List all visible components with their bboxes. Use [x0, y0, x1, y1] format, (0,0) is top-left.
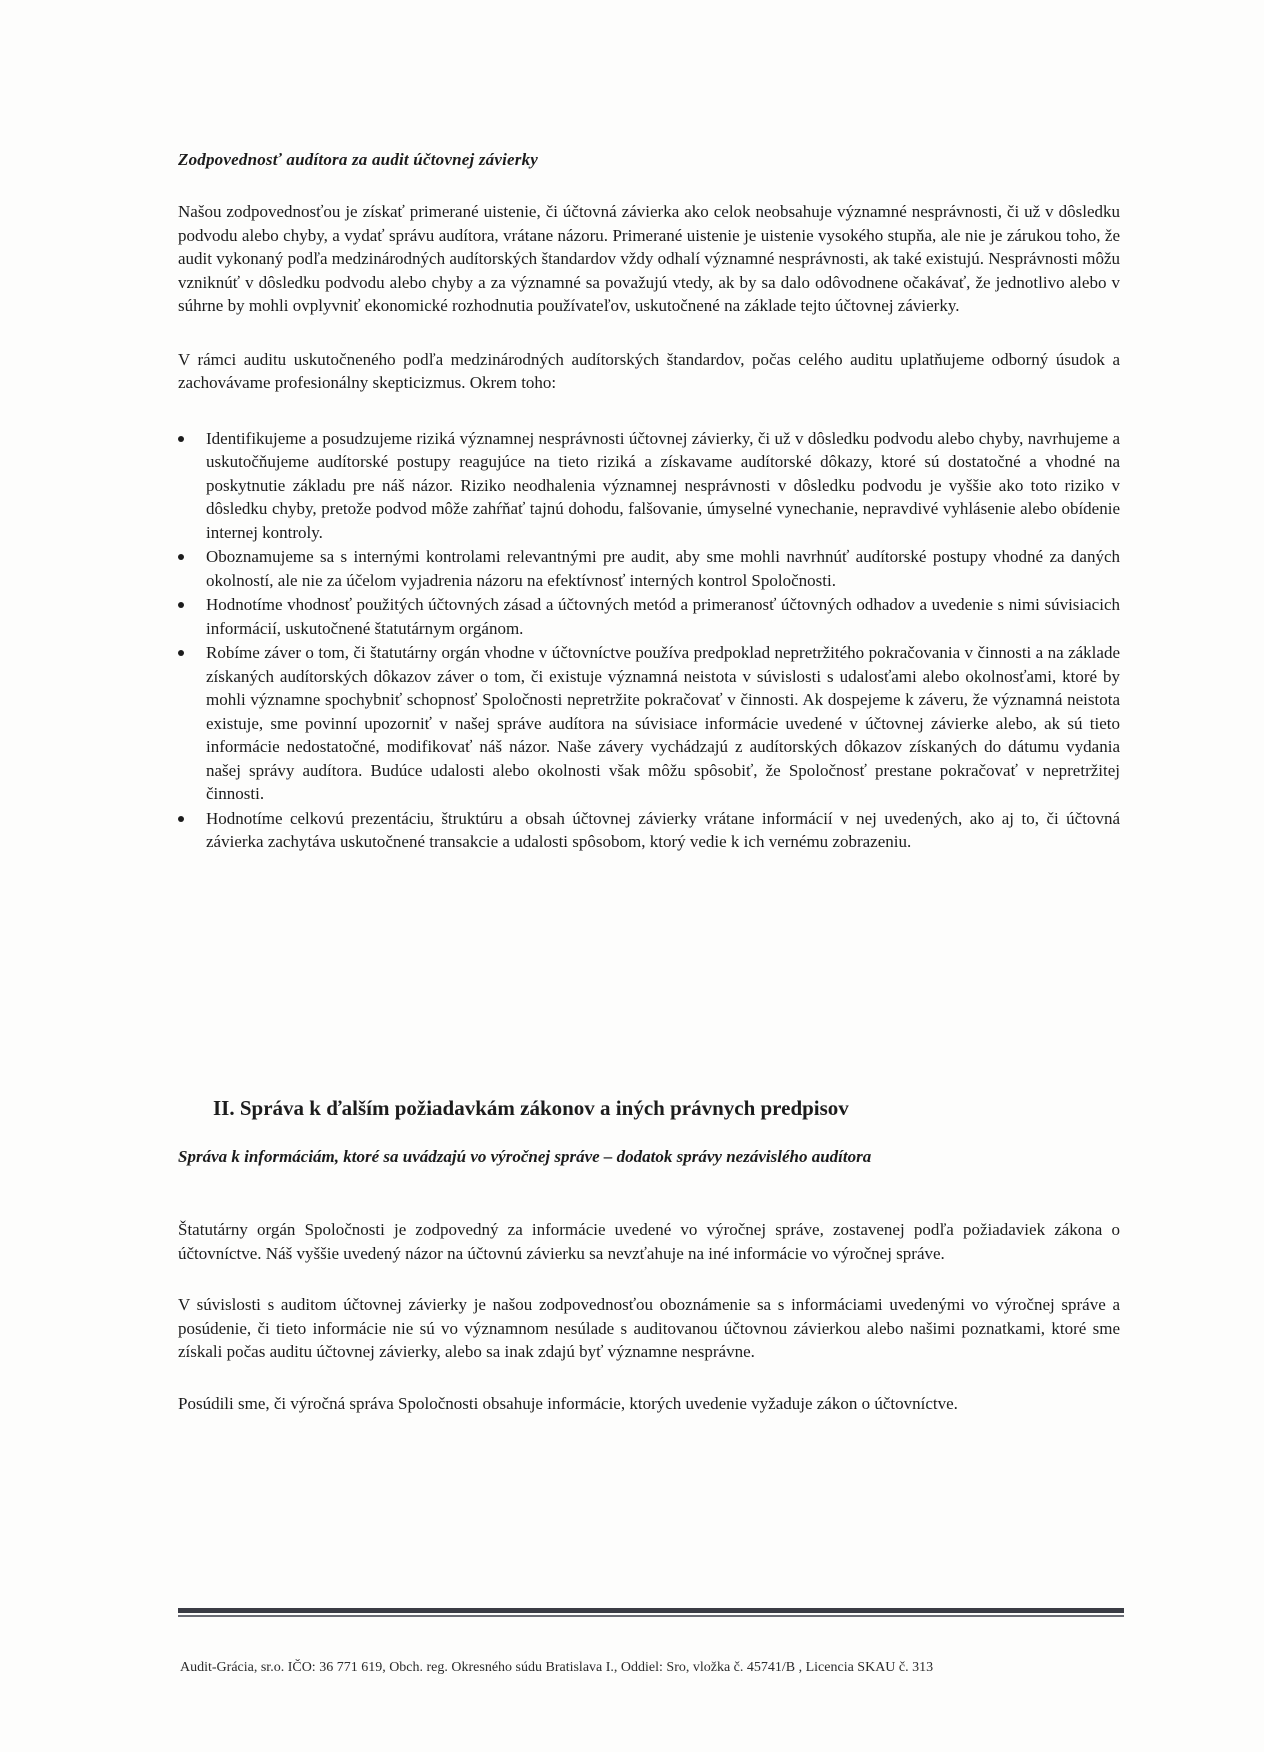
responsibility-paragraph-1: Našou zodpovednosťou je získať primerané uistenie, či účtovná závierka ako celok neobsahuje významné nesprávnosti, či už v dôsledku podvodu alebo chyby, a vydať správu audítora, vrátane názoru. Primerané uistenie je uistenie vysokého stupňa, ale nie je zárukou toho, že audit vykonaný podľa medzinárodných audítorských štandardov vždy odhalí významné nesprávnosti, ak také existujú. Nesprávnosti môžu vzniknúť v dôsledku podvodu alebo chyby a za významné sa považujú vtedy, ak by sa dalo odôvodnene očakávať, že jednotlivo alebo v súhrne by mohli ovplyvniť ekonomické rozhodnutia používateľov, uskutočnené na základe tejto účtovnej závierky.	[178, 202, 1120, 315]
bullet-icon	[178, 650, 184, 656]
bullet-text: Robíme záver o tom, či štatutárny orgán vhodne v účtovníctve používa predpoklad nepretržitého pokračovania v činnosti a na základe získaných audítorských dôkazov záver o tom, či existuje významná neistota v súvislosti s udalosťami alebo okolnosťami, ktoré by mohli významne spochybniť schopnosť Spoločnosti nepretržite pokračovať v činnosti. Ak dospejeme k záveru, že významná neistota existuje, sme povinní upozorniť v našej správe audítora na súvisiace informácie uvedené v účtovnej závierke alebo, ak sú tieto informácie nedostatočné, modifikovať náš názor. Naše závery vychádzajú z audítorských dôkazov získaných do dátumu vydania našej správy audítora. Budúce udalosti alebo okolnosti však môžu spôsobiť, že Spoločnosť prestane pokračovať v nepretržitej činnosti.	[206, 643, 1120, 803]
footer-divider-thin	[178, 1615, 1124, 1617]
auditor-responsibility-section	[178, 150, 1120, 855]
responsibility-paragraph-2: V rámci auditu uskutočneného podľa medzinárodných audítorských štandardov, počas celého auditu uplatňujeme odborný úsudok a zachovávame profesionálny skepticizmus. Okrem toho:	[178, 349, 1120, 392]
annual-report-subheading: Správa k informáciám, ktoré sa uvádzajú vo výročnej správe – dodatok správy nezávislého audítora	[178, 1147, 872, 1166]
footer-divider-thick	[178, 1608, 1124, 1613]
annual-report-paragraph-1: Štatutárny orgán Spoločnosti je zodpovedný za informácie uvedené vo výročnej správe, zostavenej podľa požiadaviek zákona o účtovníctve. Náš vyššie uvedený názor na účtovnú závierku sa nevzťahuje na iné informácie vo výročnej správe.	[178, 1220, 1120, 1263]
annual-report-paragraph-2: V súvislosti s auditom účtovnej závierky je našou zodpovednosťou oboznámenie sa s informáciami uvedenými vo výročnej správe a posúdenie, či tieto informácie nie sú vo významnom nesúlade s auditovanou účtovnou závierkou alebo našimi poznatkami, ktoré sme získali počas auditu účtovnej závierky, alebo sa inak zdajú byť významne nesprávne.	[178, 1295, 1120, 1361]
section-two-heading: II. Správa k ďalším požiadavkám zákonov a iných právnych predpisov	[213, 1096, 849, 1120]
bullet-text: Hodnotíme vhodnosť použitých účtovných zásad a účtovných metód a primeranosť účtovných odhadov a uvedenie s nimi súvisiacich informácií, uskutočnené štatutárnym orgánom.	[206, 595, 1120, 638]
bullet-item-accounting-policies	[178, 593, 1120, 640]
bullet-icon	[178, 554, 184, 560]
annual-report-section	[178, 1218, 1120, 1415]
bullet-icon	[178, 602, 184, 608]
bullet-item-presentation	[178, 807, 1120, 854]
bullet-text: Oboznamujeme sa s internými kontrolami relevantnými pre audit, aby sme mohli navrhnúť audítorské postupy vhodné za daných okolností, ale nie za účelom vyjadrenia názoru na efektívnosť interných kontrol Spoločnosti.	[206, 547, 1120, 590]
bullet-item-identify-risks	[178, 427, 1120, 545]
bullet-text: Hodnotíme celkovú prezentáciu, štruktúru a obsah účtovnej závierky vrátane informácií v nej uvedených, ako aj to, či účtovná závierka zachytáva uskutočnené transakcie a udalosti spôsobom, ktorý vedie k ich vernému zobrazeniu.	[206, 808, 1120, 851]
bullet-item-internal-controls	[178, 545, 1120, 592]
bullet-item-going-concern	[178, 641, 1120, 806]
footer-company-info: Audit-Grácia, sr.o. IČO: 36 771 619, Obch. reg. Okresného súdu Bratislava I., Oddiel: Sro, vložka č. 45741/B , Licencia SKAU č. 313	[180, 1660, 934, 1675]
annual-report-paragraph-3: Posúdili sme, či výročná správa Spoločnosti obsahuje informácie, ktorých uvedenie vyžaduje zákon o účtovníctve.	[178, 1393, 958, 1413]
bullet-text: Identifikujeme a posudzujeme riziká významnej nesprávnosti účtovnej závierky, či už v dôsledku podvodu alebo chyby, navrhujeme a uskutočňujeme audítorské postupy reagujúce na tieto riziká a získavame audítorské dôkazy, ktoré sú dostatočné a vhodné na poskytnutie základu pre náš názor. Riziko neodhalenia významnej nesprávnosti v dôsledku podvodu je vyššie ako toto riziko v dôsledku chyby, pretože podvod môže zahŕňať tajnú dohodu, falšovanie, úmyselné vynechanie, nepravdivé vyhlásenie alebo obídenie internej kontroly.	[206, 428, 1120, 542]
responsibility-bullet-list	[178, 427, 1120, 854]
bullet-icon	[178, 816, 184, 822]
responsibility-heading: Zodpovednosť audítora za audit účtovnej závierky	[178, 150, 539, 169]
bullet-icon	[178, 436, 184, 442]
